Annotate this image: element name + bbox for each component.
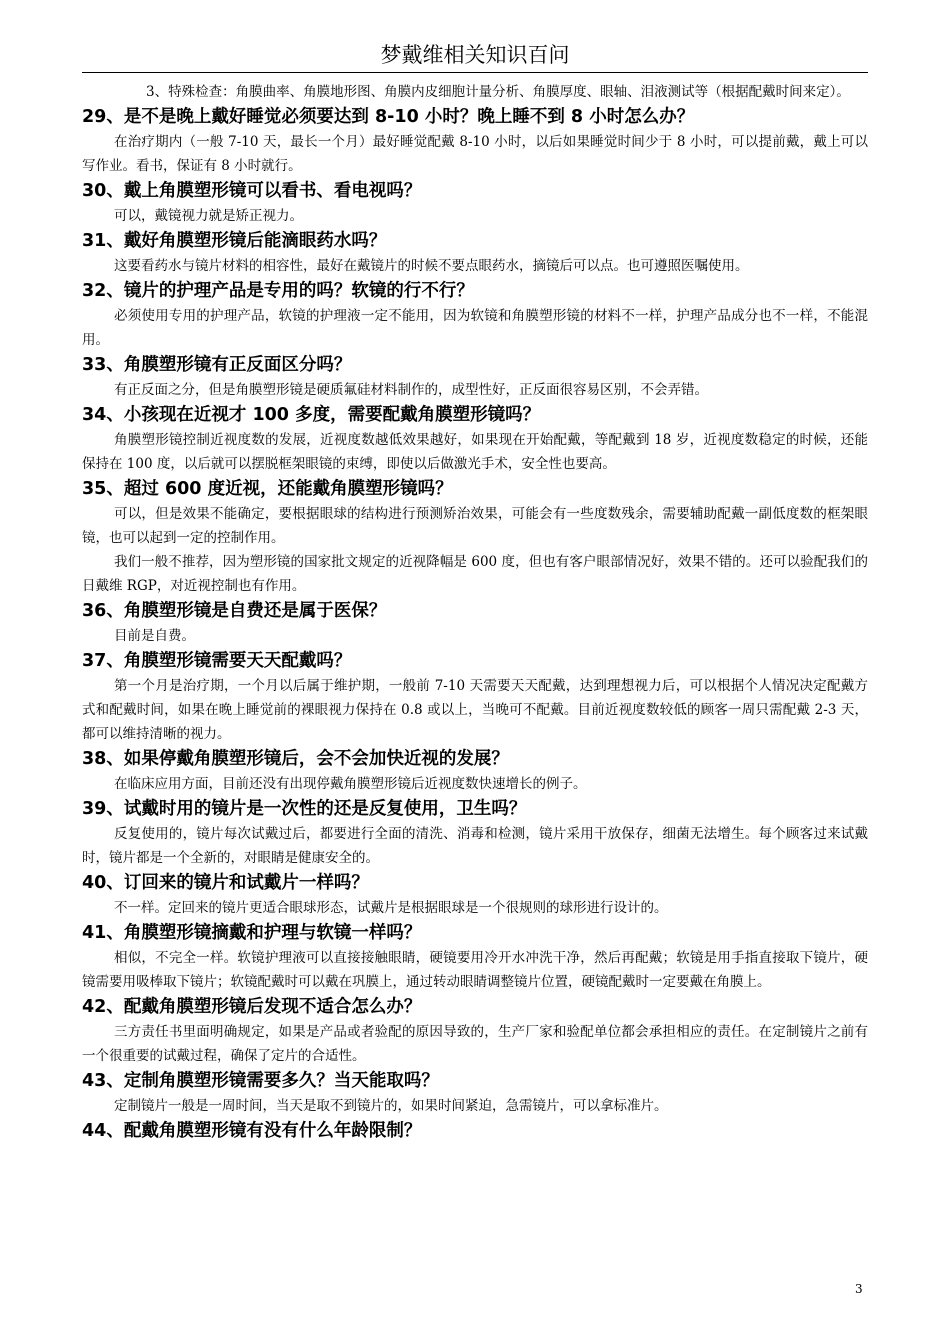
answer-paragraph: 三方责任书里面明确规定，如果是产品或者验配的原因导致的，生产厂家和验配单位都会承担相应的责任。在定制镜片之前有一个很重要的试戴过程，确保了定片的合适性。: [82, 1024, 868, 1064]
question-heading: [82, 746, 868, 772]
question-heading: [82, 1118, 868, 1144]
question-heading: [82, 402, 868, 428]
question-number: 44、: [82, 1121, 124, 1141]
question-heading: [82, 228, 868, 254]
answer-paragraph: 第一个月是治疗期，一个月以后属于维护期，一般前 7-10 天需要天天配戴，达到理想视力后，可以根据个人情况决定配戴方式和配戴时间，如果在晚上睡觉前的裸眼视力保持在 0.8 或以上，当晚可不配戴。目前近视度数较低的顾客一周只需配戴 2-3 天，都可以维持清晰的视力。: [82, 678, 868, 742]
question-number: 42、: [82, 997, 124, 1017]
question-text: 是不是晚上戴好睡觉必须要达到 8-10 小时？晚上睡不到 8 小时怎么办？: [123, 107, 695, 127]
question-text: 试戴时用的镜片是一次性的还是反复使用，卫生吗？: [123, 799, 527, 819]
answer-paragraph: 定制镜片一般是一周时间，当天是取不到镜片的，如果时间紧迫，急需镜片，可以拿标准片。: [114, 1098, 668, 1114]
qa-item: [82, 1068, 868, 1118]
question-number: 38、: [82, 749, 124, 769]
answer-paragraph: 相似，不完全一样。软镜护理液可以直接接触眼睛，硬镜要用冷开水冲洗干净，然后再配戴；软镜是用手指直接取下镜片，硬镜需要用吸棒取下镜片；软镜配戴时可以戴在巩膜上，通过转动眼睛调整镜片位置，硬镜配戴时一定要戴在角膜上。: [82, 950, 868, 990]
answer-paragraph: 角膜塑形镜控制近视度数的发展，近视度数越低效果越好，如果现在开始配戴，等配戴到 18 岁，近视度数稳定的时候，还能保持在 100 度，以后就可以摆脱框架眼镜的束缚，即使以后做激光手术，安全性也要高。: [82, 432, 868, 472]
question-text: 角膜塑形镜需要天天配戴吗？: [123, 651, 352, 671]
answer-paragraph: 必须使用专用的护理产品，软镜的护理液一定不能用，因为软镜和角膜塑形镜的材料不一样，护理产品成分也不一样，不能混用。: [82, 308, 868, 348]
qa-item: [82, 476, 868, 598]
question-number: 34、: [82, 405, 124, 425]
question-heading: [82, 178, 868, 204]
question-heading: [82, 278, 868, 304]
question-heading: [82, 994, 868, 1020]
question-text: 配戴角膜塑形镜后发现不适合怎么办？: [123, 997, 422, 1017]
question-text: 角膜塑形镜是自费还是属于医保？: [123, 601, 387, 621]
qa-item: [82, 1118, 868, 1144]
qa-item: [82, 178, 868, 228]
qa-item: [82, 648, 868, 746]
question-text: 角膜塑形镜摘戴和护理与软镜一样吗？: [123, 923, 422, 943]
question-number: 41、: [82, 923, 124, 943]
question-heading: [82, 796, 868, 822]
question-number: 35、: [82, 479, 124, 499]
question-heading: [82, 598, 868, 624]
question-text: 配戴角膜塑形镜有没有什么年龄限制？: [123, 1121, 422, 1141]
qa-item: [82, 228, 868, 278]
question-number: 30、: [82, 181, 124, 201]
qa-item: [82, 870, 868, 920]
question-text: 戴好角膜塑形镜后能滴眼药水吗？: [123, 231, 387, 251]
question-text: 如果停戴角膜塑形镜后，会不会加快近视的发展？: [123, 749, 509, 769]
question-number: 39、: [82, 799, 124, 819]
answer-paragraph: 在临床应用方面，目前还没有出现停戴角膜塑形镜后近视度数快速增长的例子。: [114, 776, 587, 792]
answer-paragraph: 不一样。定回来的镜片更适合眼球形态，试戴片是根据眼球是一个很规则的球形进行设计的。: [114, 900, 668, 916]
question-heading: [82, 1068, 868, 1094]
answer-paragraph: 这要看药水与镜片材料的相容性，最好在戴镜片的时候不要点眼药水，摘镜后可以点。也可遵照医嘱使用。: [114, 258, 749, 274]
qa-item: [82, 796, 868, 870]
answer-paragraph: 可以，戴镜视力就是矫正视力。: [114, 208, 303, 224]
question-number: 32、: [82, 281, 124, 301]
question-heading: [82, 870, 868, 896]
answer-paragraph: 在治疗期内（一般 7-10 天，最长一个月）最好睡觉配戴 8-10 小时，以后如果睡觉时间少于 8 小时，可以提前戴，戴上可以写作业。看书，保证有 8 小时就行。: [82, 134, 868, 174]
document-body: [82, 80, 868, 1144]
question-number: 43、: [82, 1071, 124, 1091]
page-title: 梦戴维相关知识百问: [380, 43, 570, 67]
question-text: 订回来的镜片和试戴片一样吗？: [123, 873, 369, 893]
question-number: 29、: [82, 107, 124, 127]
question-number: 36、: [82, 601, 124, 621]
answer-paragraph: 可以，但是效果不能确定，要根据眼球的结构进行预测矫治效果，可能会有一些度数残余，需要辅助配戴一副低度数的框架眼镜，也可以起到一定的控制作用。: [82, 506, 868, 546]
page-number: 3: [855, 1282, 863, 1296]
qa-item: [82, 352, 868, 402]
question-text: 角膜塑形镜有正反面区分吗？: [123, 355, 352, 375]
qa-item: [82, 994, 868, 1068]
question-number: 31、: [82, 231, 124, 251]
question-text: 小孩现在近视才 100 多度，需要配戴角膜塑形镜吗？: [123, 405, 541, 425]
answer-paragraph: 反复使用的，镜片每次试戴过后，都要进行全面的清洗、消毒和检测，镜片采用干放保存，细菌无法增生。每个顾客过来试戴时，镜片都是一个全新的，对眼睛是健康安全的。: [82, 826, 868, 866]
header-divider: [82, 72, 868, 73]
question-heading: [82, 648, 868, 674]
question-heading: [82, 104, 868, 130]
question-text: 超过 600 度近视，还能戴角膜塑形镜吗？: [123, 479, 453, 499]
question-heading: [82, 476, 868, 502]
question-number: 40、: [82, 873, 124, 893]
question-number: 37、: [82, 651, 124, 671]
qa-item: [82, 920, 868, 994]
intro-paragraph: 3、特殊检查：角膜曲率、角膜地形图、角膜内皮细胞计量分析、角膜厚度、眼轴、泪液测试等（根据配戴时间来定）。: [146, 84, 850, 100]
question-text: 镜片的护理产品是专用的吗？软镜的行不行？: [123, 281, 474, 301]
question-number: 33、: [82, 355, 124, 375]
qa-item: [82, 598, 868, 648]
qa-item: [82, 402, 868, 476]
answer-paragraph: 目前是自费。: [114, 628, 195, 644]
qa-item: [82, 278, 868, 352]
answer-paragraph: 有正反面之分，但是角膜塑形镜是硬质氟硅材料制作的，成型性好，正反面很容易区别，不会弄错。: [114, 382, 708, 398]
question-text: 戴上角膜塑形镜可以看书、看电视吗？: [123, 181, 422, 201]
question-text: 定制角膜塑形镜需要多久？当天能取吗？: [123, 1071, 439, 1091]
question-heading: [82, 920, 868, 946]
answer-paragraph: 我们一般不推荐，因为塑形镜的国家批文规定的近视降幅是 600 度，但也有客户眼部情况好，效果不错的。还可以验配我们的日戴维 RGP，对近视控制也有作用。: [82, 554, 868, 594]
qa-item: [82, 104, 868, 178]
qa-item: [82, 746, 868, 796]
question-heading: [82, 352, 868, 378]
